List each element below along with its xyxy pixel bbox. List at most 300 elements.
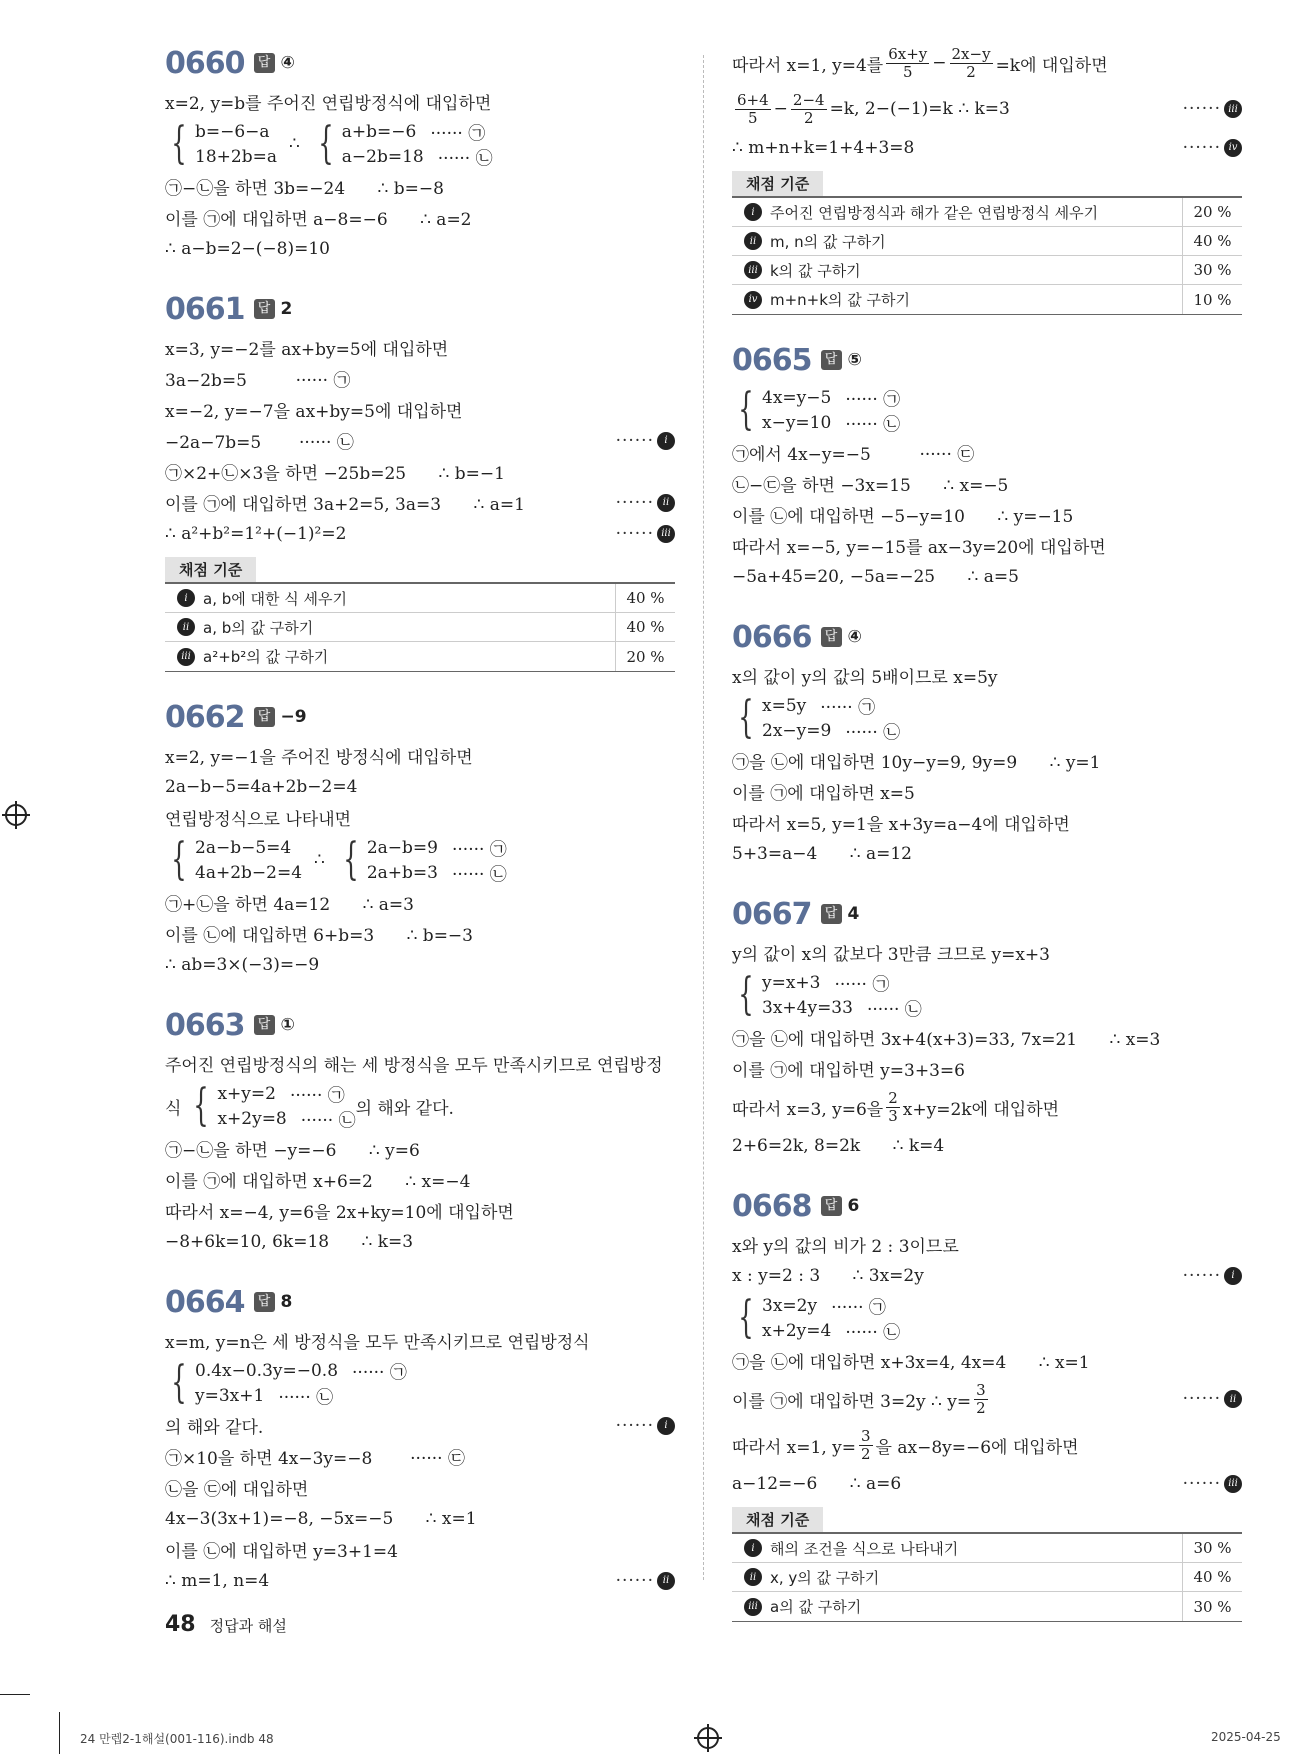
- solution-line: [165, 1472, 675, 1503]
- equation-tag: ······ ㉠: [289, 1086, 345, 1106]
- leader-dots: ······: [615, 1415, 654, 1436]
- system-row: [195, 144, 277, 169]
- answer-value: 2: [280, 299, 293, 319]
- column-divider: [703, 55, 704, 1580]
- rubric-table: [165, 582, 675, 672]
- solution-line: [732, 838, 1242, 869]
- line-text: 따라서 x=3, y=6을: [732, 1099, 884, 1120]
- criterion-percent: 40 %: [615, 613, 675, 641]
- answer-badge-icon: 답: [821, 350, 842, 370]
- answer-badge-icon: 답: [254, 1292, 275, 1312]
- system-row: [367, 835, 507, 860]
- equation-tag: ······ ㉡: [845, 1323, 901, 1343]
- step-marker-icon: iii: [1224, 100, 1242, 118]
- equation: 2a+b=3: [366, 862, 438, 883]
- solution-line: [732, 776, 1242, 807]
- crop-mark: [0, 1694, 30, 1695]
- problem-number: 0664: [165, 1284, 245, 1320]
- criterion-percent: 10 %: [1182, 285, 1242, 314]
- solution-line: [732, 745, 1242, 776]
- equation: b=−6−a: [195, 121, 270, 142]
- page-number: 48: [165, 1612, 196, 1637]
- step-marker-icon: i: [1224, 1267, 1242, 1285]
- line-text: ∴ a−b=2−(−8)=10: [165, 238, 330, 259]
- problem-number: 0660: [165, 45, 245, 81]
- answer-value: ④: [847, 627, 862, 647]
- fraction-numerator: 6+4: [737, 91, 769, 109]
- criterion-text: a의 값 구하기: [770, 1598, 862, 1616]
- answer-value: ①: [280, 1015, 295, 1035]
- line-text: −5a+45=20, −5a=−25 ∴ a=5: [732, 566, 1019, 587]
- criterion-percent: 20 %: [1182, 198, 1242, 226]
- solution-line: [732, 86, 1242, 132]
- criterion-percent: 40 %: [1182, 1563, 1242, 1591]
- step-marker-icon: iii: [1224, 1475, 1242, 1493]
- line-text: 의 해와 같다.: [165, 1418, 264, 1438]
- step-marker-icon: iii: [744, 261, 762, 279]
- line-text: ㉡−㉢을 하면 −3x=15 ∴ x=−5: [732, 476, 1009, 496]
- answer-value: 8: [280, 1292, 293, 1312]
- system-prefix: 식: [165, 1098, 182, 1119]
- step-marker-icon: ii: [657, 1572, 675, 1590]
- solution-line: [732, 1260, 1242, 1291]
- step-marker-icon: ii: [657, 494, 675, 512]
- solution-line: [165, 202, 675, 233]
- solution-line: [732, 1084, 1242, 1130]
- line-text: x의 값이 y의 값의 5배이므로 x=5y: [732, 668, 998, 688]
- solution-line: [165, 1565, 675, 1596]
- criterion-percent: 30 %: [1182, 1592, 1242, 1621]
- line-text: =k에 대입하면: [995, 55, 1108, 76]
- solution-line: [732, 1053, 1242, 1084]
- problem-0668: [732, 1183, 1242, 1622]
- equation: a−2b=18: [341, 146, 424, 167]
- rubric-table: [732, 1532, 1242, 1622]
- line-text: x+y=2k에 대입하면: [902, 1099, 1060, 1120]
- solution-line: [165, 740, 675, 771]
- page-section-title: 정답과 해설: [209, 1617, 287, 1635]
- brace-icon: {: [738, 384, 754, 435]
- rubric-table: [732, 196, 1242, 315]
- answer-badge-icon: 답: [821, 1196, 842, 1216]
- problem-0663: [165, 1002, 675, 1257]
- print-date: 2025-04-25: [1211, 1730, 1281, 1744]
- rubric-criterion: [165, 617, 615, 638]
- problem-header: [165, 1279, 675, 1325]
- line-text: 이를 ㉠에 대입하면 x=5: [732, 784, 915, 804]
- line-text: −2a−7b=5 ······ ㉡: [165, 433, 354, 453]
- system-row: [217, 1081, 355, 1106]
- scoring-rubric: [732, 171, 1242, 315]
- criterion-text: a, b에 대한 식 세우기: [203, 589, 347, 608]
- equation: 2x−y=9: [762, 720, 832, 741]
- fraction-denominator: 2: [976, 1398, 986, 1417]
- line-text: =k, 2−(−1)=k ∴ k=3: [829, 99, 1010, 119]
- solution-line: [732, 937, 1242, 968]
- line-text: 따라서 x=1, y=: [732, 1437, 856, 1458]
- solution-line: [732, 1422, 1242, 1468]
- criterion-text: m+n+k의 값 구하기: [770, 291, 910, 309]
- rubric-row: [732, 1592, 1242, 1621]
- therefore-symbol: ∴: [288, 134, 300, 154]
- line-text: x=3, y=−2를 ax+by=5에 대입하면: [165, 340, 449, 360]
- criterion-percent: 30 %: [1182, 256, 1242, 284]
- system-row: [217, 1106, 355, 1131]
- line-text: 이를 ㉡에 대입하면 6+b=3 ∴ b=−3: [165, 926, 473, 946]
- problem-continued: [732, 40, 1242, 315]
- line-text: ∴ m=1, n=4: [165, 1570, 270, 1591]
- line-text: a−12=−6 ∴ a=6: [732, 1473, 902, 1494]
- equation: x+2y=4: [762, 1320, 832, 1341]
- fraction-numerator: 3: [860, 1427, 871, 1445]
- problem-header: [732, 1183, 1242, 1229]
- answer-value: −9: [280, 707, 307, 727]
- problem-header: [732, 891, 1242, 937]
- problem-number: 0665: [732, 342, 812, 378]
- equation-tag: ······ ㉡: [451, 865, 507, 885]
- equation-system: [165, 1356, 675, 1410]
- system-rows: [762, 1293, 900, 1343]
- line-text: x=−2, y=−7을 ax+by=5에 대입하면: [165, 402, 463, 422]
- step-marker-icon: i: [177, 589, 195, 607]
- fraction-denominator: 3: [888, 1106, 898, 1125]
- equation-tag: ······ ㉡: [300, 1111, 356, 1131]
- system-row: [762, 693, 900, 718]
- system-rows: [217, 1081, 355, 1131]
- solution-line: [165, 1195, 675, 1226]
- line-text: ㉠−㉡을 하면 3b=−24 ∴ b=−8: [165, 179, 444, 199]
- brace-icon: {: [738, 969, 754, 1020]
- answer-badge-icon: 답: [254, 299, 275, 319]
- step-marker-icon: i: [744, 203, 762, 221]
- problem-0666: [732, 614, 1242, 869]
- brace-icon: {: [318, 118, 334, 169]
- equation-system: [732, 968, 1242, 1022]
- brace-icon: {: [343, 834, 359, 885]
- fraction: [950, 46, 993, 80]
- system-row: [195, 1383, 407, 1408]
- line-text: 연립방정식으로 나타내면: [165, 810, 352, 830]
- system-row: [762, 410, 900, 435]
- system-row: [342, 144, 493, 169]
- criterion-text: a²+b²의 값 구하기: [203, 648, 329, 666]
- equation: x+y=2: [217, 1083, 276, 1104]
- rubric-criterion: [732, 202, 1182, 223]
- equation: 3x+4y=33: [762, 997, 853, 1018]
- answer-badge-icon: 답: [821, 627, 842, 647]
- equation: 2a−b−5=4: [195, 837, 292, 858]
- fraction-numerator: 2x−y: [951, 45, 991, 63]
- equation-tag: ······ ㉠: [352, 1363, 407, 1383]
- fraction: [974, 1382, 988, 1416]
- line-text: x : y=2 : 3 ∴ 3x=2y: [732, 1265, 924, 1286]
- answer-value: 4: [847, 904, 860, 924]
- equation-system: [165, 1079, 675, 1133]
- solution-line: [165, 1133, 675, 1164]
- problem-0667: [732, 891, 1242, 1161]
- leader-dots: ······: [1182, 1389, 1221, 1409]
- scoring-rubric: [732, 1507, 1242, 1622]
- operator: −: [773, 99, 788, 119]
- system-rows: [762, 970, 922, 1020]
- problem-0662: [165, 694, 675, 980]
- leader-dots: ······: [615, 492, 654, 513]
- equation-tag: ······ ㉡: [437, 149, 493, 169]
- leader-dots: ······: [615, 1570, 654, 1591]
- equation: x=5y: [762, 695, 807, 716]
- problem-number: 0667: [732, 896, 812, 932]
- equation-system: [732, 383, 1242, 437]
- line-text: ∴ ab=3×(−3)=−9: [165, 954, 320, 975]
- line-text: 이를 ㉡에 대입하면 −5−y=10 ∴ y=−15: [732, 507, 1074, 527]
- answer-badge-icon: 답: [254, 1015, 275, 1035]
- line-text: ㉡을 ㉢에 대입하면: [165, 1480, 309, 1500]
- equation: a+b=−6: [341, 121, 417, 142]
- problem-0660: [165, 40, 675, 264]
- solution-line: [165, 1441, 675, 1472]
- fraction-numerator: 6x+y: [888, 45, 928, 63]
- solution-line: [165, 918, 675, 949]
- equation-system: [732, 1291, 1242, 1345]
- line-text: ㉠+㉡을 하면 4a=12 ∴ a=3: [165, 895, 414, 915]
- solution-line: [732, 40, 1242, 86]
- rubric-row: [732, 285, 1242, 314]
- system-rows: [195, 835, 302, 885]
- line-text: x=m, y=n은 세 방정식을 모두 만족시키므로 연립방정식: [165, 1333, 590, 1353]
- line-text: 이를 ㉠에 대입하면 3=2y ∴ y=: [732, 1391, 972, 1412]
- problem-number: 0668: [732, 1188, 812, 1224]
- equation: 4x=y−5: [762, 387, 832, 408]
- fraction-denominator: 2: [803, 108, 814, 127]
- problem-header: [165, 40, 675, 86]
- line-text: ㉠−㉡을 하면 −y=−6 ∴ y=6: [165, 1141, 420, 1161]
- rubric-criterion: [732, 1567, 1182, 1588]
- criterion-percent: 40 %: [615, 584, 675, 612]
- line-text: 주어진 연립방정식의 해는 세 방정식을 모두 만족시키므로 연립방정: [165, 1056, 663, 1076]
- rubric-criterion: [732, 260, 1182, 281]
- solution-line: [732, 807, 1242, 838]
- fraction-numerator: 3: [976, 1381, 986, 1399]
- solution-line: [165, 456, 675, 487]
- solution-line: [732, 1022, 1242, 1053]
- line-text: x와 y의 값의 비가 2 : 3이므로: [732, 1237, 959, 1257]
- problem-number: 0662: [165, 699, 245, 735]
- line-text: 따라서 x=−4, y=6을 2x+ky=10에 대입하면: [165, 1203, 514, 1223]
- equation: x−y=10: [762, 412, 832, 433]
- solution-line: [165, 86, 675, 117]
- equation: 2a−b=9: [366, 837, 438, 858]
- equation-system: [732, 691, 1242, 745]
- equation-tag: ······ ㉠: [820, 698, 876, 718]
- step-marker-icon: ii: [744, 1568, 762, 1586]
- leader-dots: ······: [1182, 137, 1221, 158]
- answer-badge-icon: 답: [821, 904, 842, 924]
- print-file-info: 24 만렙2-1해설(001-116).indb 48: [80, 1732, 274, 1746]
- line-text: 3a−2b=5 ······ ㉠: [165, 371, 351, 391]
- step-marker-icon: ii: [177, 618, 195, 636]
- solution-line: [165, 802, 675, 833]
- criterion-percent: 40 %: [1182, 227, 1242, 255]
- solution-line: [165, 949, 675, 980]
- fraction-denominator: 2: [860, 1444, 871, 1463]
- answer-value: ⑤: [847, 350, 862, 370]
- equation-tag: ······ ㉠: [845, 390, 901, 410]
- criterion-percent: 30 %: [1182, 1534, 1242, 1562]
- solution-line: [165, 233, 675, 264]
- line-text: y의 값이 x의 값보다 3만큼 크므로 y=x+3: [732, 945, 1050, 965]
- step-marker-icon: iii: [744, 1598, 762, 1616]
- criterion-text: k의 값 구하기: [770, 261, 861, 280]
- line-text: 따라서 x=5, y=1을 x+3y=a−4에 대입하면: [732, 815, 1070, 835]
- system-rows: [762, 693, 900, 743]
- line-text: 4x−3(3x+1)=−8, −5x=−5 ∴ x=1: [165, 1508, 477, 1529]
- problem-number: 0666: [732, 619, 812, 655]
- answer-value: ④: [280, 53, 295, 73]
- line-text: ㉠×10을 하면 4x−3y=−8 ······ ㉢: [165, 1449, 465, 1469]
- line-text: −8+6k=10, 6k=18 ∴ k=3: [165, 1231, 414, 1252]
- step-marker-icon: i: [657, 1417, 675, 1435]
- brace-icon: {: [738, 692, 754, 743]
- system-row: [762, 718, 900, 743]
- step-marker-icon: i: [744, 1539, 762, 1557]
- criterion-text: x, y의 값 구하기: [770, 1568, 880, 1587]
- rubric-criterion: [732, 289, 1182, 310]
- equation-tag: ······ ㉠: [430, 124, 486, 144]
- brace-icon: {: [171, 118, 187, 169]
- equation-system: [165, 833, 675, 887]
- line-text: 2a−b−5=4a+2b−2=4: [165, 776, 358, 797]
- system-rows: [195, 1358, 407, 1408]
- brace-icon: {: [738, 1292, 754, 1343]
- rubric-row: [732, 256, 1242, 285]
- problem-0664: [165, 1279, 675, 1596]
- solution-line: [165, 771, 675, 802]
- equation-tag: ······ ㉠: [834, 975, 890, 995]
- rubric-title: 채점 기준: [732, 171, 823, 196]
- leader-dots: ······: [615, 430, 654, 451]
- rubric-criterion: [165, 646, 615, 667]
- step-marker-icon: i: [657, 432, 675, 450]
- line-text: 2+6=2k, 8=2k ∴ k=4: [732, 1135, 945, 1156]
- line-text: 이를 ㉡에 대입하면 y=3+1=4: [165, 1542, 398, 1562]
- solution-line: [732, 1130, 1242, 1161]
- fraction-numerator: 2−4: [792, 91, 825, 109]
- rubric-row: [165, 613, 675, 642]
- rubric-criterion: [732, 1596, 1182, 1617]
- line-text: ㉠을 ㉡에 대입하면 x+3x=4, 4x=4 ∴ x=1: [732, 1353, 1090, 1373]
- rubric-row: [165, 642, 675, 671]
- registration-mark-icon: [5, 804, 27, 826]
- problem-number: 0663: [165, 1007, 245, 1043]
- solution-line: [732, 468, 1242, 499]
- problem-header: [165, 1002, 675, 1048]
- answer-value: 6: [847, 1196, 860, 1216]
- line-text: 이를 ㉠에 대입하면 y=3+3=6: [732, 1061, 965, 1081]
- equation-tag: ······ ㉡: [278, 1388, 334, 1408]
- solution-line: [732, 1468, 1242, 1499]
- rubric-criterion: [732, 231, 1182, 252]
- answer-badge-icon: 답: [254, 707, 275, 727]
- line-text: ㉠을 ㉡에 대입하면 10y−y=9, 9y=9 ∴ y=1: [732, 753, 1101, 773]
- solution-line: [732, 499, 1242, 530]
- solution-line: [165, 363, 675, 394]
- line-text: 따라서 x=−5, y=−15를 ax−3y=20에 대입하면: [732, 538, 1106, 558]
- equation: 4a+2b−2=4: [195, 862, 303, 883]
- rubric-row: [165, 584, 675, 613]
- scoring-rubric: [165, 557, 675, 672]
- criterion-text: m, n의 값 구하기: [770, 232, 886, 251]
- system-row: [195, 860, 302, 885]
- line-text: 이를 ㉠에 대입하면 x+6=2 ∴ x=−4: [165, 1172, 471, 1192]
- solution-line: [732, 660, 1242, 691]
- criterion-text: 주어진 연립방정식과 해가 같은 연립방정식 세우기: [770, 203, 1099, 222]
- solution-line: [165, 1164, 675, 1195]
- equation-tag: ······ ㉡: [845, 723, 901, 743]
- page-footer: [165, 1612, 287, 1637]
- answer-badge-icon: 답: [254, 53, 275, 73]
- line-text: ∴ a²+b²=1²+(−1)²=2: [165, 523, 347, 544]
- system-row: [195, 1358, 407, 1383]
- fraction-denominator: 5: [748, 108, 758, 127]
- rubric-row: [732, 1563, 1242, 1592]
- brace-icon: {: [171, 834, 187, 885]
- line-text: 을 ax−8y=−6에 대입하면: [875, 1437, 1079, 1458]
- solution-line: [165, 425, 675, 456]
- solution-line: [732, 132, 1242, 163]
- leader-dots: ······: [1182, 99, 1221, 119]
- equation-tag: ······ ㉡: [866, 1000, 922, 1020]
- fraction-numerator: 2: [888, 1089, 898, 1107]
- system-rows: [342, 119, 493, 169]
- equation-tag: ······ ㉠: [831, 1298, 886, 1318]
- step-marker-icon: iv: [744, 291, 762, 309]
- problem-0665: [732, 337, 1242, 592]
- therefore-symbol: ∴: [314, 850, 325, 870]
- rubric-row: [732, 198, 1242, 227]
- solution-line: [165, 1048, 675, 1079]
- system-row: [342, 119, 493, 144]
- rubric-title: 채점 기준: [165, 557, 256, 582]
- step-marker-icon: ii: [744, 232, 762, 250]
- fraction: [735, 92, 771, 126]
- system-row: [195, 835, 302, 860]
- fraction: [791, 92, 827, 126]
- equation: y=x+3: [762, 972, 821, 993]
- solution-line: [165, 518, 675, 549]
- fraction: [859, 1428, 873, 1462]
- leader-dots: ······: [1182, 1473, 1221, 1494]
- system-row: [762, 995, 922, 1020]
- line-text: ㉠×2+㉡×3을 하면 −25b=25 ∴ b=−1: [165, 464, 505, 484]
- solution-line: [732, 1345, 1242, 1376]
- solution-line: [732, 561, 1242, 592]
- operator: −: [932, 53, 947, 73]
- brace-icon: {: [171, 1357, 187, 1408]
- solution-line: [165, 1534, 675, 1565]
- problem-header: [732, 614, 1242, 660]
- line-text: 따라서 x=1, y=4를: [732, 55, 884, 76]
- solution-line: [165, 1503, 675, 1534]
- fraction: [886, 46, 929, 80]
- solution-line: [165, 1226, 675, 1257]
- rubric-title: 채점 기준: [732, 1507, 823, 1532]
- system-row: [762, 970, 922, 995]
- system-rows: [195, 119, 277, 169]
- brace-icon: {: [193, 1080, 210, 1131]
- left-column: [165, 40, 675, 1618]
- line-text: ∴ m+n+k=1+4+3=8: [732, 137, 915, 158]
- leader-dots: ······: [1182, 1265, 1221, 1286]
